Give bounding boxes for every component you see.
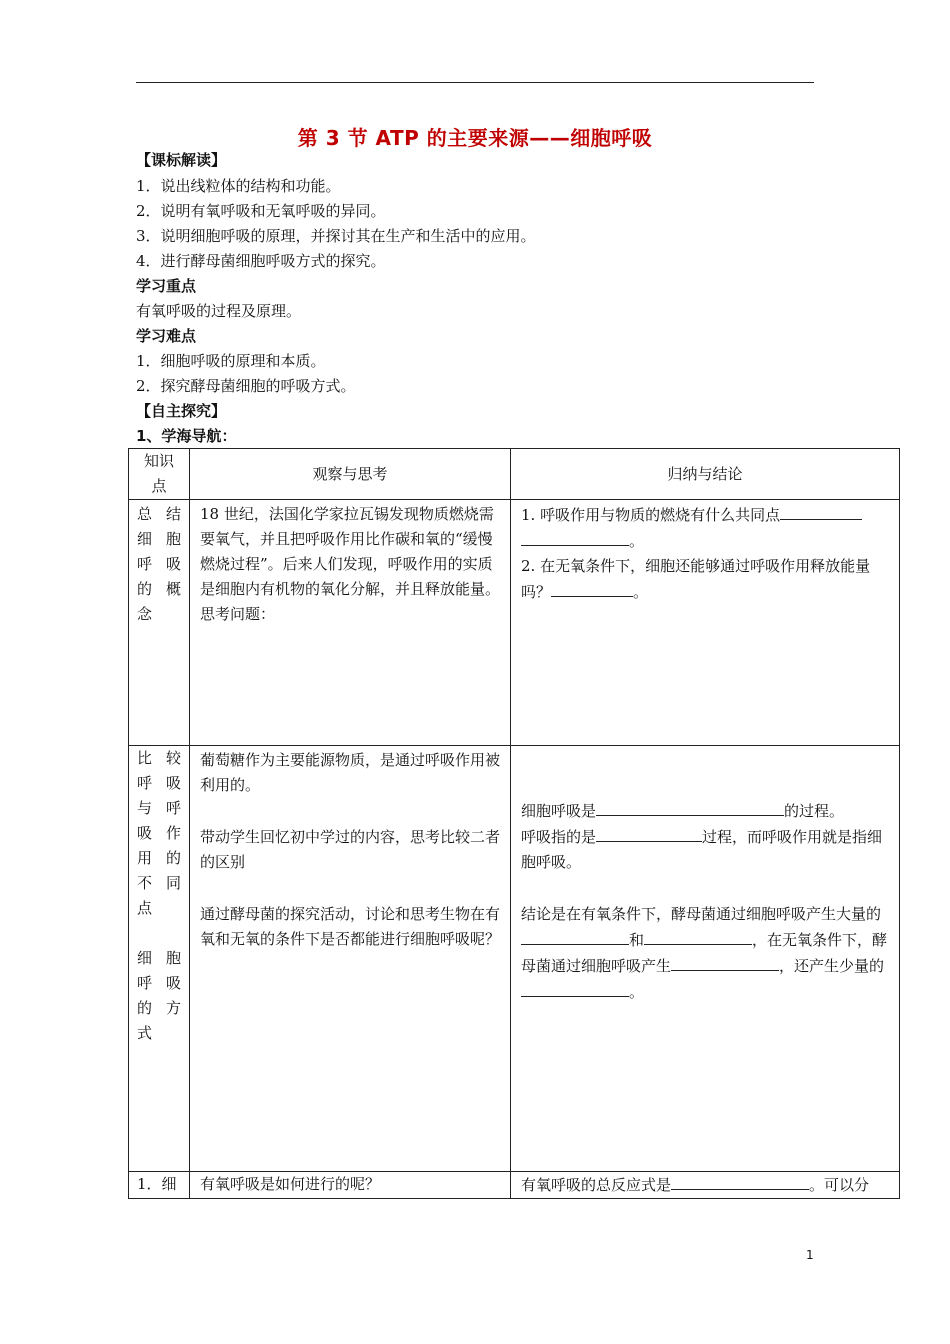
answer-blank[interactable]	[596, 798, 784, 816]
knowledge-line: 点	[137, 899, 153, 917]
answer-blank[interactable]	[644, 927, 752, 945]
knowledge-line: 总 结	[137, 505, 181, 523]
header-conclusion: 归纳与结论	[511, 449, 900, 500]
answer-blank[interactable]	[551, 579, 633, 597]
table-row	[129, 1172, 900, 1199]
curriculum-heading: 【课标解读】	[136, 151, 227, 169]
header-rule	[136, 82, 814, 83]
knowledge-line: 念	[137, 605, 153, 623]
difficulty-heading: 学习难点	[136, 327, 197, 345]
conclusion-text: 有氧呼吸的总反应式是 。可以分	[511, 1172, 899, 1198]
knowledge-line: 的 方	[137, 999, 181, 1017]
observe-cell	[190, 500, 511, 746]
knowledge-line: 式	[137, 1024, 153, 1042]
knowledge-line: 细 胞	[137, 530, 181, 548]
page-title: 第 3 节 ATP 的主要来源——细胞呼吸	[297, 126, 653, 150]
page-number: 1	[806, 1248, 814, 1262]
header-observe: 观察与思考	[190, 449, 511, 500]
table-row	[129, 746, 900, 1172]
table-header-row	[129, 449, 900, 500]
observe-text: 18 世纪，法国化学家拉瓦锡发现物质燃烧需要氧气，并且把呼吸作用比作碳和氧的“缓慢燃烧过程”。后来人们发现，呼吸作用的实质是细胞内有机物的氧化分解，并且释放能量。思考问题：	[200, 505, 501, 623]
knowledge-line: 吸 作	[137, 824, 181, 842]
answer-blank[interactable]	[521, 979, 629, 997]
key-heading: 学习重点	[136, 277, 197, 295]
observe-cell: 有氧呼吸是如何进行的呢？	[190, 1172, 511, 1199]
header-knowledge-line: 知识	[143, 452, 174, 470]
answer-blank[interactable]	[596, 824, 702, 842]
table-row	[129, 500, 900, 746]
conclusion-text: 细胞呼吸是 的过程。 呼吸指的是 过程，而呼吸作用就是指细胞呼吸。	[511, 796, 899, 875]
nav-heading: 1、学海导航：	[136, 427, 237, 445]
knowledge-line: 与 呼	[137, 799, 181, 817]
conclusion-cell	[511, 1172, 900, 1199]
observe-paragraph: 带动学生回忆初中学过的内容，思考比较二者的区别	[200, 828, 501, 871]
knowledge-cell	[129, 500, 190, 746]
answer-blank[interactable]	[671, 953, 779, 971]
difficulty-item: 1．细胞呼吸的原理和本质。	[136, 352, 326, 370]
key-text: 有氧呼吸的过程及原理。	[136, 302, 302, 320]
answer-blank[interactable]	[671, 1172, 809, 1190]
knowledge-line: 的 概	[137, 580, 181, 598]
curriculum-item: 2．说明有氧呼吸和无氧呼吸的异同。	[136, 202, 386, 220]
observe-paragraph: 通过酵母菌的探究活动，讨论和思考生物在有氧和无氧的条件下是否都能进行细胞呼吸呢？	[200, 905, 501, 948]
curriculum-item: 3．说明细胞呼吸的原理，并探讨其在生产和生活中的应用。	[136, 227, 536, 245]
question: 1. 呼吸作用与物质的燃烧有什么共同点	[521, 506, 781, 524]
study-table	[128, 448, 900, 1199]
answer-blank[interactable]	[780, 502, 862, 520]
observe-paragraph: 葡萄糖作为主要能源物质，是通过呼吸作用被利用的。	[200, 751, 501, 794]
knowledge-line: 用 的	[137, 849, 181, 867]
difficulty-item: 2．探究酵母菌细胞的呼吸方式。	[136, 377, 356, 395]
question: 2. 在无氧条件下，细胞还能够通过呼吸作用释放能量吗？	[521, 557, 871, 601]
knowledge-cell: 1．细	[129, 1172, 190, 1199]
curriculum-item: 4．进行酵母菌细胞呼吸方式的探究。	[136, 252, 386, 270]
answer-blank[interactable]	[521, 528, 629, 546]
answer-blank[interactable]	[521, 927, 629, 945]
header-knowledge	[129, 449, 190, 500]
knowledge-line: 不 同	[137, 874, 181, 892]
knowledge-line: 呼 吸	[137, 555, 181, 573]
header-knowledge-line: 点	[151, 477, 167, 495]
observe-cell	[190, 746, 511, 1172]
conclusion-text: 1. 呼吸作用与物质的燃烧有什么共同点 。 2. 在无氧条件下，细胞还能够通过呼吸作用释放能量吗？ 。	[511, 500, 899, 605]
conclusion-text: 结论是在有氧条件下，酵母菌通过细胞呼吸产生大量的和 ，在无氧条件下，酵母菌通过细胞呼吸产生 ，还产生少量的。	[521, 905, 888, 1001]
knowledge-line: 细 胞	[137, 949, 181, 967]
knowledge-line: 呼 吸	[137, 974, 181, 992]
knowledge-line: 呼 吸	[137, 774, 181, 792]
conclusion-cell	[511, 500, 900, 746]
knowledge-line: 比 较	[137, 749, 181, 767]
explore-heading: 【自主探究】	[136, 402, 227, 420]
curriculum-item: 1．说出线粒体的结构和功能。	[136, 177, 341, 195]
conclusion-cell	[511, 746, 900, 1172]
knowledge-cell	[129, 746, 190, 1172]
